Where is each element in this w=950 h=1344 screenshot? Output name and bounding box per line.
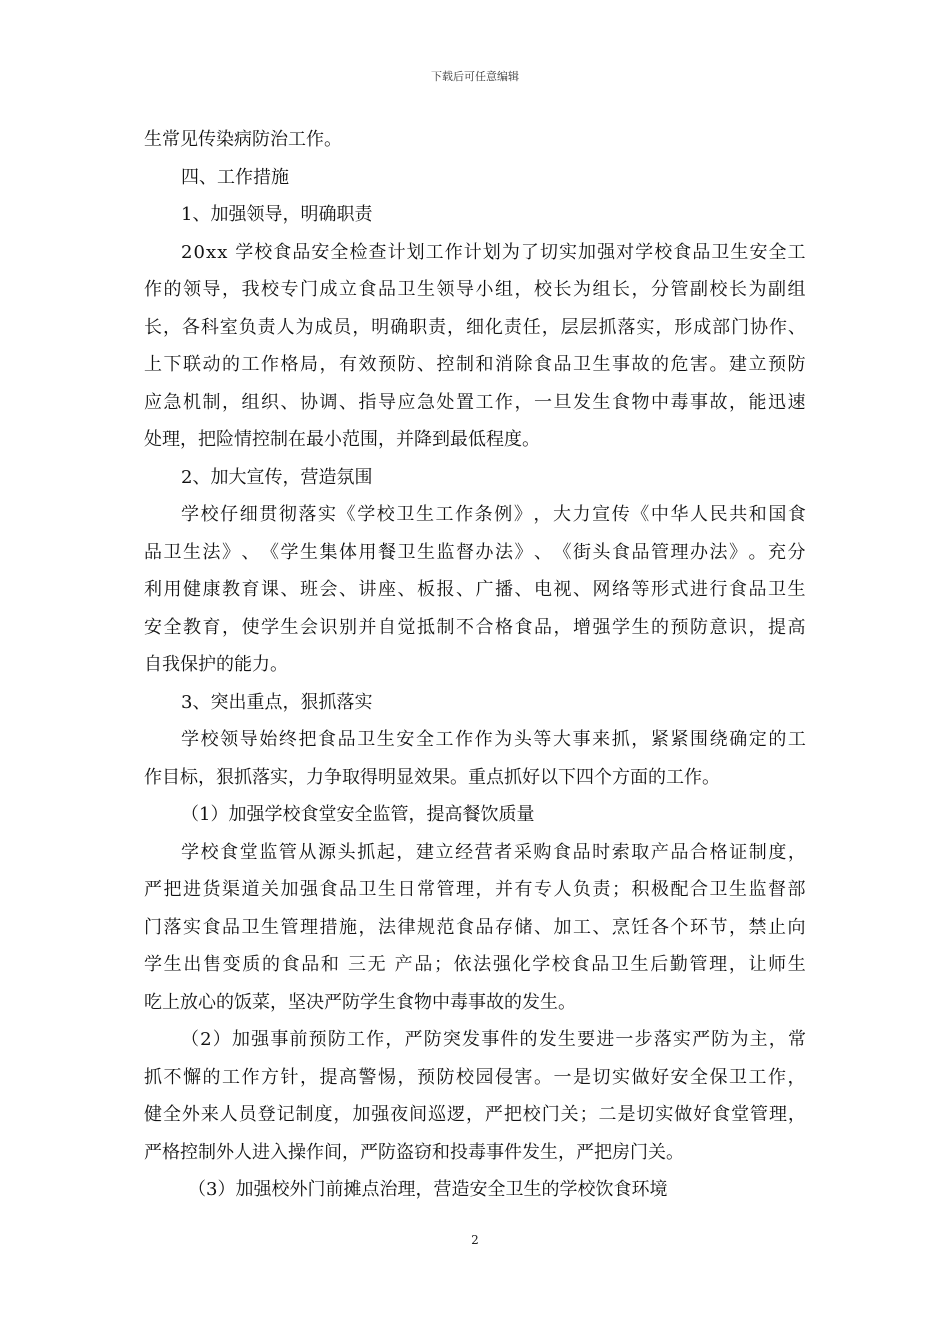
text-line: 2 0 x x 学 校 食 品 安 全 检 查 计 划 工 作 计 划 为 了 切 实 加 强 对 学 校 食 品 卫 生 安 全 工 bbox=[181, 241, 806, 263]
text-line: 健 全 外 来 人 员 登 记 制 度 ， 加 强 夜 间 巡 逻 ， 严 把 校 门 关 ； 二 是 切 实 做 好 食 堂 管 理 ， bbox=[144, 1104, 806, 1125]
text-line: 利 用 健 康 教 育 课 、 班 会 、 讲 座 、 板 报 、 广 播 、 电 视 、 网 络 等 形 式 进 行 食 品 卫 生 bbox=[144, 579, 806, 600]
text-line: 安 全 教 育 ， 使 学 生 会 识 别 并 自 觉 抵 制 不 合 格 食 品 ， 增 强 学 生 的 预 防 意 识 ， 提 高 bbox=[144, 616, 806, 638]
text-line: 作目标，狠抓落实，力争取得明显效果。重点抓好以下四个方面的工作。 bbox=[144, 766, 720, 788]
text-line: 自我保护的能力。 bbox=[144, 654, 288, 675]
text-line: 严格控制外人进入操作间，严防盗窃和投毒事件发生，严把房门关。 bbox=[144, 1141, 684, 1163]
page-number: 2 bbox=[471, 1233, 479, 1247]
text-line: 四、工作措施 bbox=[181, 166, 289, 188]
page-header: 下载后可任意编辑 bbox=[431, 70, 519, 83]
text-line: 2、加大宣传，营造氛围 bbox=[181, 466, 373, 488]
text-line: 抓 不 懈 的 工 作 方 针 ， 提 高 警 惕 ， 预 防 校 园 侵 害 。 一 是 切 实 做 好 安 全 保 卫 工 作 ， bbox=[144, 1066, 806, 1088]
text-line: （1）加强学校食堂安全监管，提高餐饮质量 bbox=[181, 804, 535, 825]
text-line: 学 校 领 导 始 终 把 食 品 卫 生 安 全 工 作 作 为 头 等 大 事 来 抓 ， 紧 紧 围 绕 确 定 的 工 bbox=[181, 729, 806, 750]
text-line: 学 生 出 售 变 质 的 食 品 和 三 无 产 品 ； 依 法 强 化 学 校 食 品 卫 生 后 勤 管 理 ， 让 师 生 bbox=[144, 954, 806, 975]
text-line: 学 校 仔 细 贯 彻 落 实 《 学 校 卫 生 工 作 条 例 》 ， 大 力 宣 传 《 中 华 人 民 共 和 国 食 bbox=[181, 504, 806, 525]
text-line: 3、突出重点，狠抓落实 bbox=[181, 691, 373, 713]
text-line: 1、加强领导，明确职责 bbox=[181, 204, 373, 225]
text-line: 上 下 联 动 的 工 作 格 局 ， 有 效 预 防 、 控 制 和 消 除 食 品 卫 生 事 故 的 危 害 。 建 立 预 防 bbox=[144, 354, 806, 375]
text-line: 吃上放心的饭菜，坚决严防学生食物中毒事故的发生。 bbox=[144, 991, 576, 1013]
text-line: 品 卫 生 法 》 、 《 学 生 集 体 用 餐 卫 生 监 督 办 法 》 、 《 街 头 食 品 管 理 办 法 》 。 充 分 bbox=[144, 541, 806, 563]
text-line: 门 落 实 食 品 卫 生 管 理 措 施 ， 法 律 规 范 食 品 存 储 、 加 工 、 烹 饪 各 个 环 节 ， 禁 止 向 bbox=[144, 916, 806, 938]
text-line: 生常见传染病防治工作。 bbox=[144, 129, 342, 150]
text-line: 应 急 机 制 ， 组 织 、 协 调 、 指 导 应 急 处 置 工 作 ， 一 旦 发 生 食 物 中 毒 事 故 ， 能 迅 速 bbox=[144, 391, 806, 413]
text-line: 处理，把险情控制在最小范围，并降到最低程度。 bbox=[144, 429, 540, 450]
text-line: 严 把 进 货 渠 道 关 加 强 食 品 卫 生 日 常 管 理 ， 并 有 专 人 负 责 ； 积 极 配 合 卫 生 监 督 部 bbox=[144, 879, 806, 900]
text-line: （3）加强校外门前摊点治理，营造安全卫生的学校饮食环境 bbox=[188, 1179, 668, 1200]
document-body bbox=[144, 121, 806, 1209]
text-line: 作 的 领 导 ， 我 校 专 门 成 立 食 品 卫 生 领 导 小 组 ， 校 长 为 组 长 ， 分 管 副 校 长 为 副 组 bbox=[144, 279, 806, 300]
text-line: （ 2 ） 加 强 事 前 预 防 工 作 ， 严 防 突 发 事 件 的 发 生 要 进 一 步 落 实 严 防 为 主 ， 常 bbox=[181, 1029, 806, 1050]
text-line: 长 ， 各 科 室 负 责 人 为 成 员 ， 明 确 职 责 ， 细 化 责 任 ， 层 层 抓 落 实 ， 形 成 部 门 协 作 、 bbox=[144, 316, 806, 338]
text-line: 学 校 食 堂 监 管 从 源 头 抓 起 ， 建 立 经 营 者 采 购 食 品 时 索 取 产 品 合 格 证 制 度 ， bbox=[181, 841, 806, 863]
